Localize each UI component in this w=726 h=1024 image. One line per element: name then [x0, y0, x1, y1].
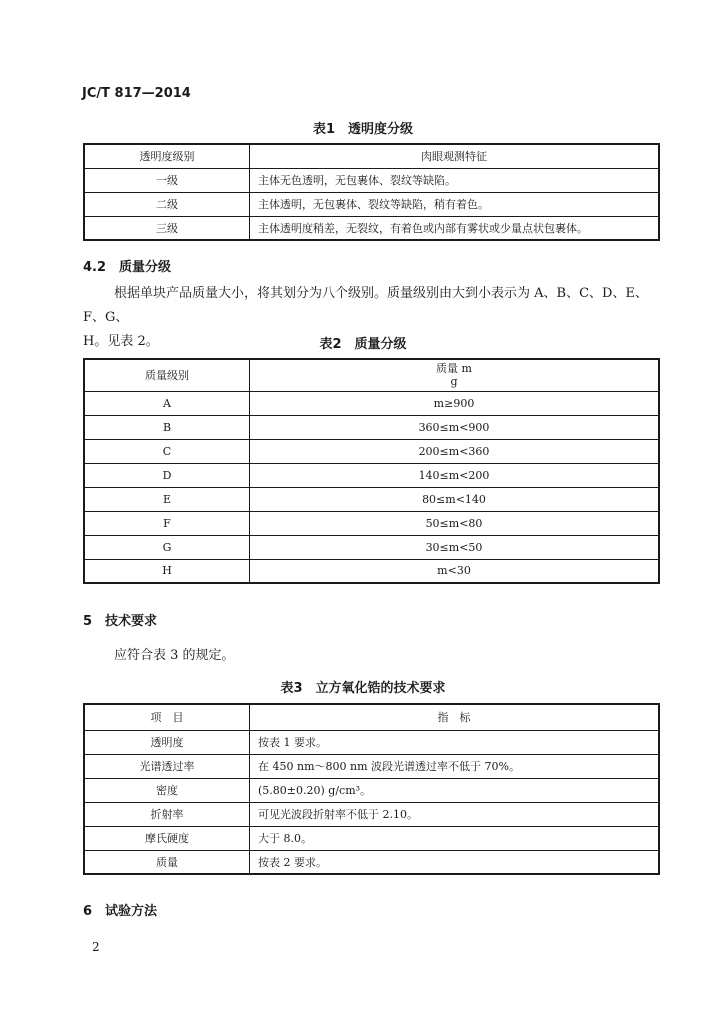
table3-title: 表3 立方氧化锆的技术要求	[280, 681, 446, 696]
paragraph-line: H。见表 2。	[83, 334, 159, 349]
table-cell: E	[84, 487, 250, 511]
table-cell: G	[84, 535, 250, 559]
table-header-row	[84, 359, 659, 391]
table-cell: F	[84, 511, 250, 535]
table-cell: 30≤m<50	[250, 535, 660, 559]
table-row	[84, 730, 659, 754]
table3	[83, 703, 660, 875]
table-header-cell: 质量级别	[84, 359, 250, 391]
table-row	[84, 439, 659, 463]
table-cell: 光谱透过率	[84, 754, 250, 778]
table-cell: 摩氏硬度	[84, 826, 250, 850]
section-5-heading: 5 技术要求	[83, 614, 158, 629]
table-header-cell: 透明度级别	[84, 144, 250, 168]
table-row	[84, 463, 659, 487]
table-row	[84, 826, 659, 850]
table1-title: 表1 透明度分级	[312, 122, 414, 137]
table-cell: 140≤m<200	[250, 463, 660, 487]
table-cell: 主体无色透明，无包裹体、裂纹等缺陷。	[250, 168, 660, 192]
table-cell: 360≤m<900	[250, 415, 660, 439]
table-cell: 在 450 nm～800 nm 波段光谱透过率不低于 70%。	[250, 754, 660, 778]
table-header-cell	[250, 359, 660, 391]
table-header-row	[84, 144, 659, 168]
table-cell: D	[84, 463, 250, 487]
table-cell: m<30	[250, 559, 660, 583]
table-row	[84, 216, 659, 240]
table-cell: 主体透明度稍差，无裂纹，有着色或内部有雾状或少量点状包裹体。	[250, 216, 660, 240]
table-cell: C	[84, 439, 250, 463]
table-cell: 主体透明，无包裹体、裂纹等缺陷，稍有着色。	[250, 192, 660, 216]
table-cell: 50≤m<80	[250, 511, 660, 535]
table-cell: H	[84, 559, 250, 583]
table-row	[84, 778, 659, 802]
mass-unit: g	[450, 375, 458, 389]
table-row	[84, 415, 659, 439]
table-row	[84, 391, 659, 415]
table-cell: 按表 1 要求。	[250, 730, 660, 754]
table-header-cell: 指 标	[250, 704, 660, 730]
standard-code-header: JC/T 817—2014	[82, 86, 191, 101]
table-cell: 大于 8.0。	[250, 826, 660, 850]
table2	[83, 358, 660, 584]
paragraph-line: 根据单块产品质量大小，将其划分为八个级别。质量级别由大到小表示为 A、B、C、D、E、F、G、	[83, 286, 648, 325]
page-number: 2	[92, 940, 100, 954]
table-cell: 一级	[84, 168, 250, 192]
table-cell: 折射率	[84, 802, 250, 826]
table-cell: 透明度	[84, 730, 250, 754]
section-6-heading: 6 试验方法	[83, 904, 158, 919]
table-header-row	[84, 704, 659, 730]
section-5-paragraph: 应符合表 3 的规定。	[114, 648, 235, 663]
section-4-2-heading: 4.2 质量分级	[83, 260, 172, 275]
table-cell: 二级	[84, 192, 250, 216]
table-cell: 密度	[84, 778, 250, 802]
table1	[83, 143, 660, 241]
table-cell: 三级	[84, 216, 250, 240]
table-cell: (5.80±0.20) g/cm³。	[250, 778, 660, 802]
table-cell: B	[84, 415, 250, 439]
table-header-cell: 项 目	[84, 704, 250, 730]
table-row	[84, 168, 659, 192]
table-row	[84, 487, 659, 511]
table-header-cell: 肉眼观测特征	[250, 144, 660, 168]
table-row	[84, 850, 659, 874]
table-row	[84, 192, 659, 216]
table-row	[84, 511, 659, 535]
table-row	[84, 559, 659, 583]
table-cell: 80≤m<140	[250, 487, 660, 511]
table-cell: 质量	[84, 850, 250, 874]
table-cell: 可见光波段折射率不低于 2.10。	[250, 802, 660, 826]
table-cell: 按表 2 要求。	[250, 850, 660, 874]
table-cell: A	[84, 391, 250, 415]
table-row	[84, 802, 659, 826]
table-row	[84, 535, 659, 559]
table-cell: m≥900	[250, 391, 660, 415]
table-cell: 200≤m<360	[250, 439, 660, 463]
mass-label: 质量 m	[436, 362, 472, 376]
table-row	[84, 754, 659, 778]
table2-title: 表2 质量分级	[319, 337, 407, 352]
